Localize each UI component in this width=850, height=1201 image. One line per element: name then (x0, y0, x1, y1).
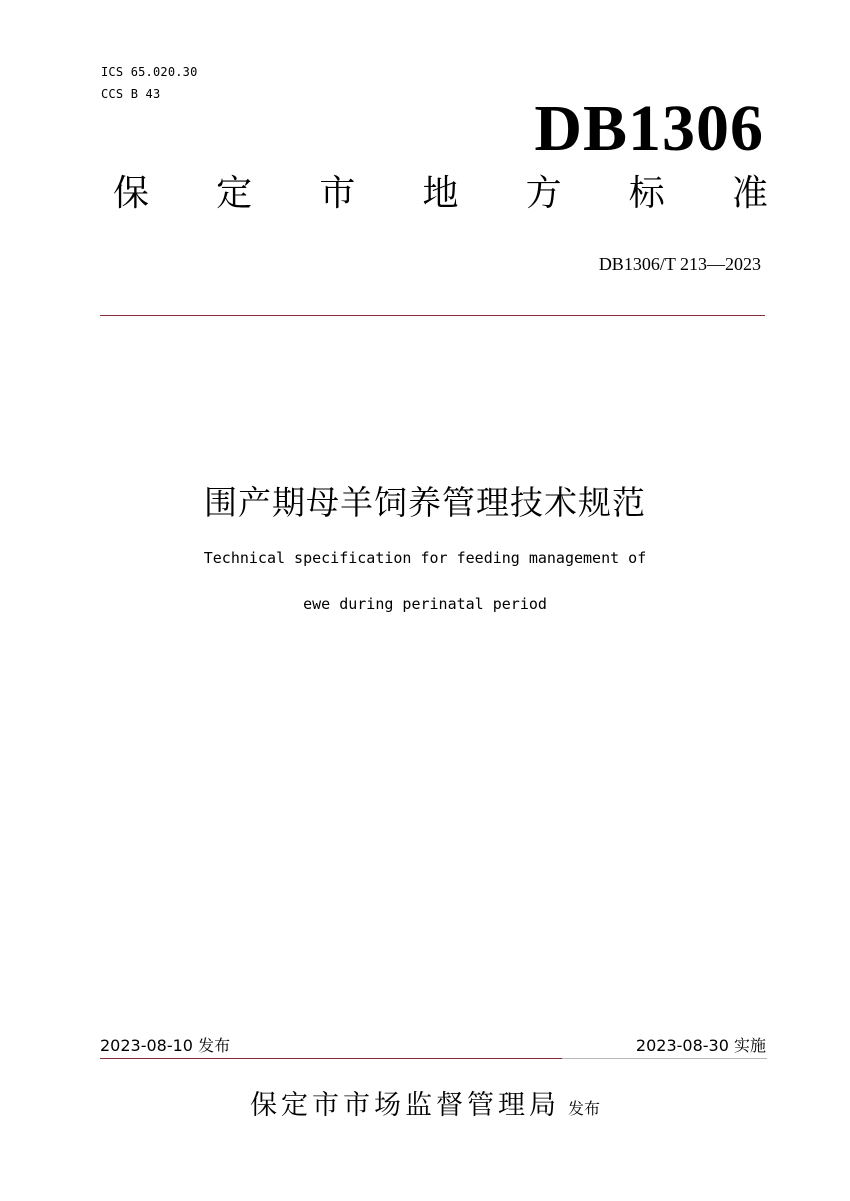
footer-divider-light (562, 1058, 767, 1059)
footer-divider (100, 1058, 562, 1059)
standard-type-char: 定 (216, 173, 253, 214)
issuer-block (0, 1086, 850, 1129)
standard-type-char: 市 (319, 173, 356, 214)
standard-type-char: 保 (113, 173, 150, 214)
implementation-date: 2023-08-30 实施 (635, 1036, 766, 1055)
standard-type-char: 标 (628, 173, 665, 214)
standard-number: DB1306/T 213—2023 (598, 254, 761, 274)
standard-type-char: 地 (422, 173, 459, 214)
document-title-english-line2: ewe during perinatal period (303, 595, 547, 613)
ccs-code: CCS B 43 (101, 87, 161, 101)
standard-type-char: 准 (731, 173, 768, 214)
ics-code: ICS 65.020.30 (101, 65, 198, 79)
header-divider (100, 315, 765, 316)
standard-code-heading: DB1306 (534, 92, 764, 165)
standard-type-heading (113, 170, 768, 218)
issue-date: 2023-08-10 发布 (100, 1036, 231, 1055)
document-title-english-line1: Technical specification for feeding management of (203, 549, 647, 567)
standard-type-char: 方 (525, 173, 562, 214)
issuer-name: 保定市市场监督管理局 (249, 1090, 560, 1121)
issuer-suffix: 发布 (567, 1099, 600, 1118)
document-title-chinese: 围产期母羊饲养管理技术规范 (204, 483, 646, 522)
